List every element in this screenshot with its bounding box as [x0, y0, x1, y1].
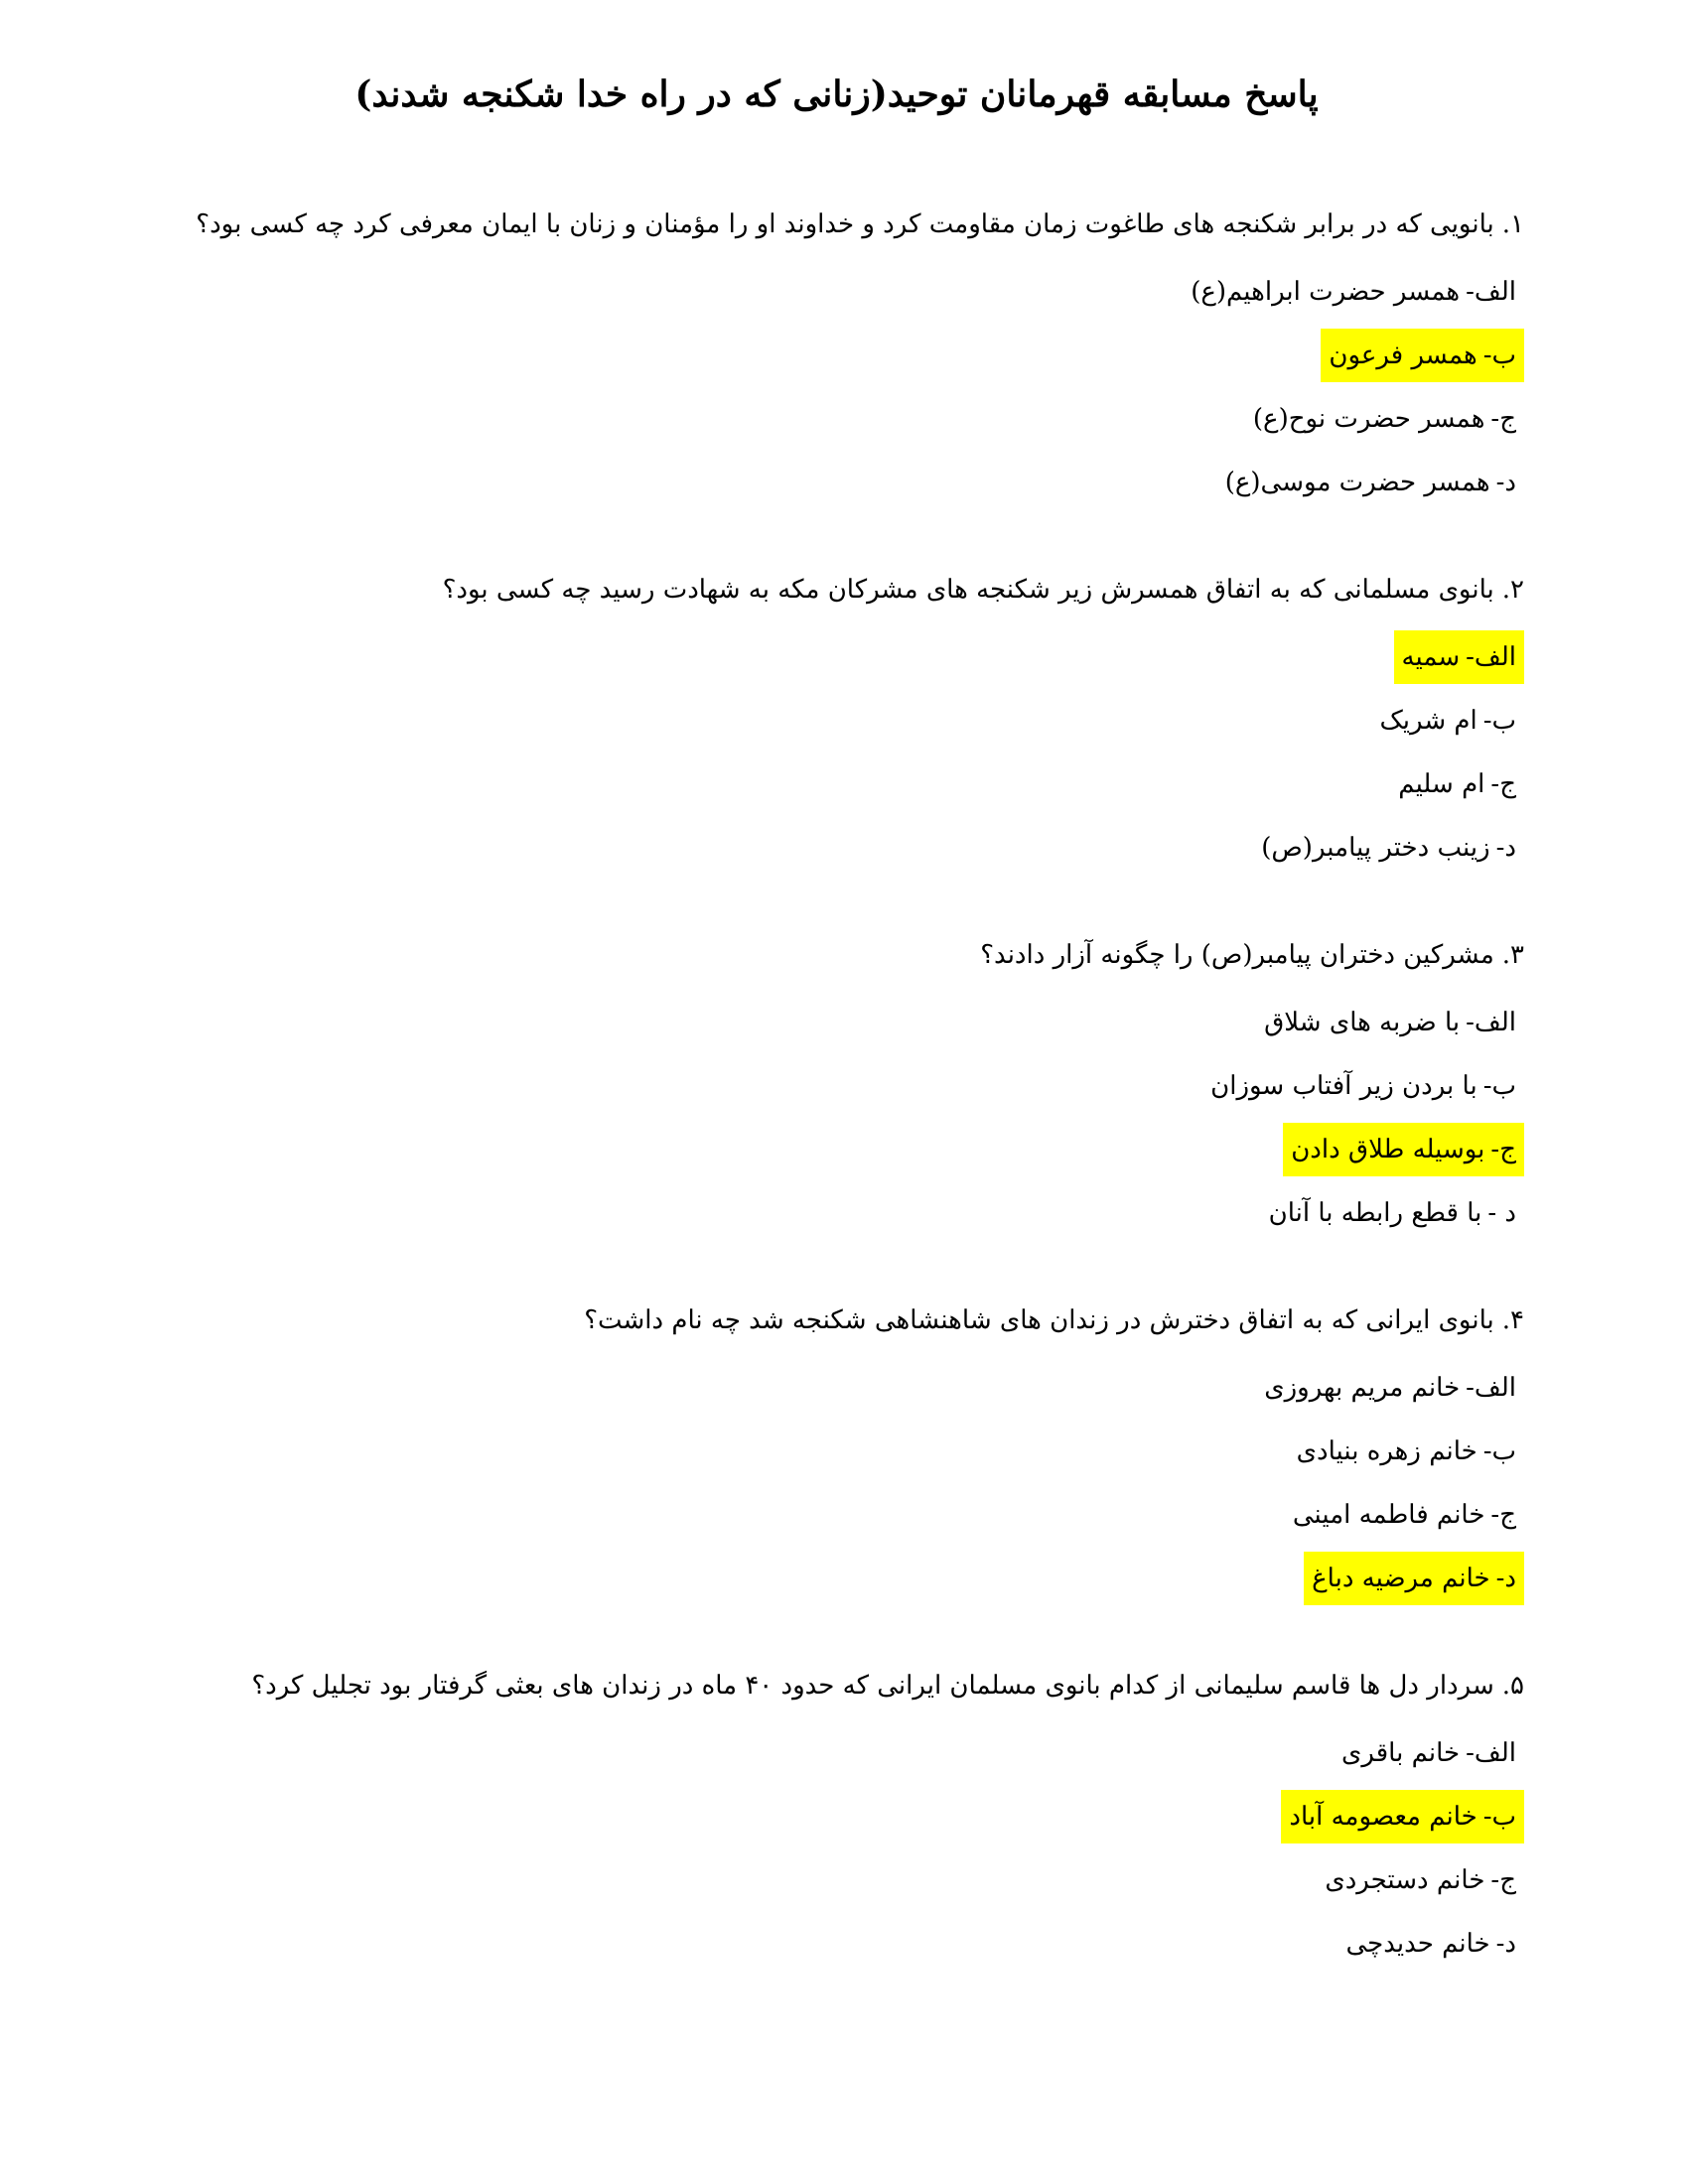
question-body: بانویی که در برابر شکنجه های طاغوت زمان مقاومت کرد و خداوند او را مؤمنان و زنان با ایمان معرفی کرد چه کسی بود؟ — [196, 209, 1494, 239]
option-text — [1202, 1059, 1524, 1113]
option-d — [149, 816, 1524, 880]
question-1 — [149, 197, 1524, 514]
option-label: ام شریک — [1379, 706, 1477, 736]
option-text — [1261, 1186, 1524, 1240]
option-letter: الف- — [1466, 277, 1516, 307]
option-letter: الف- — [1466, 642, 1516, 672]
question-body: بانوی مسلمانی که به اتفاق همسرش زیر شکنجه های مشرکان مکه به شهادت رسید چه کسی بود؟ — [442, 575, 1494, 605]
question-number: ۱. — [1501, 209, 1524, 239]
option-label: خانم معصومه آباد — [1289, 1802, 1477, 1832]
option-b — [149, 1420, 1524, 1483]
option-text — [1283, 1123, 1524, 1176]
option-letter: ج- — [1490, 1865, 1516, 1895]
option-label: همسر فرعون — [1329, 341, 1477, 370]
option-list — [149, 260, 1524, 514]
option-label: ام سلیم — [1398, 769, 1485, 799]
option-letter: الف- — [1466, 1008, 1516, 1037]
question-body: بانوی ایرانی که به اتفاق دخترش در زندان های شاهنشاهی شکنجه شد چه نام داشت؟ — [584, 1305, 1494, 1335]
option-letter: ج- — [1490, 1500, 1516, 1530]
option-text — [1256, 1361, 1524, 1415]
option-c — [149, 1848, 1524, 1912]
option-a — [149, 1721, 1524, 1785]
option-c — [149, 387, 1524, 451]
option-text — [1245, 392, 1524, 446]
option-a — [149, 260, 1524, 324]
option-b — [149, 324, 1524, 387]
option-b — [149, 689, 1524, 752]
option-text — [1304, 1552, 1524, 1605]
option-letter: ب- — [1482, 1071, 1516, 1101]
option-text — [1183, 265, 1524, 319]
option-label: زینب دختر پیامبر(ص) — [1261, 833, 1490, 863]
option-letter: ب- — [1482, 1436, 1516, 1466]
option-c — [149, 752, 1524, 816]
option-label: خانم دستجردی — [1325, 1865, 1485, 1895]
question-4 — [149, 1293, 1524, 1610]
option-label: خانم مریم بهروزی — [1264, 1373, 1461, 1403]
page-title: پاسخ مسابقه قهرمانان توحید(زنانی که در راه خدا شکنجه شدند) — [354, 73, 1319, 115]
option-letter: الف- — [1466, 1738, 1516, 1768]
question-text — [149, 197, 1524, 252]
option-a — [149, 625, 1524, 689]
option-b — [149, 1785, 1524, 1848]
option-label: همسر حضرت نوح(ع) — [1252, 404, 1485, 434]
question-text — [149, 1293, 1524, 1348]
question-body: سردار دل ها قاسم سلیمانی از کدام بانوی مسلمان ایرانی که حدود ۴۰ ماه در زندان های بعثی گرفتار بود تجلیل کرد؟ — [251, 1671, 1494, 1701]
option-letter: ج- — [1490, 769, 1516, 799]
option-text — [1289, 1425, 1524, 1478]
option-label: خانم باقری — [1341, 1738, 1461, 1768]
option-list — [149, 1721, 1524, 1976]
option-list — [149, 1356, 1524, 1610]
question-5 — [149, 1658, 1524, 1976]
question-body: مشرکین دختران پیامبر(ص) را چگونه آزار دادند؟ — [980, 940, 1494, 970]
option-label: بوسیله طلاق دادن — [1291, 1135, 1485, 1164]
option-letter: ب- — [1482, 706, 1516, 736]
option-c — [149, 1118, 1524, 1181]
question-number: ۴. — [1501, 1305, 1524, 1335]
question-3 — [149, 927, 1524, 1245]
option-letter: ج- — [1490, 404, 1516, 434]
option-b — [149, 1054, 1524, 1118]
question-number: ۵. — [1501, 1671, 1524, 1701]
option-letter: د- — [1495, 1564, 1516, 1593]
option-text — [1321, 329, 1524, 382]
question-text — [149, 562, 1524, 617]
option-text — [1285, 1488, 1524, 1542]
option-a — [149, 1356, 1524, 1420]
option-c — [149, 1483, 1524, 1547]
option-d — [149, 451, 1524, 514]
option-text — [1394, 630, 1524, 684]
option-letter: ج- — [1490, 1135, 1516, 1164]
option-text — [1217, 456, 1524, 509]
option-letter: د- — [1495, 1929, 1516, 1959]
option-letter: الف- — [1466, 1373, 1516, 1403]
option-text — [1253, 821, 1524, 875]
option-label: خانم فاطمه امینی — [1292, 1500, 1485, 1530]
question-list — [149, 197, 1524, 1976]
option-list — [149, 991, 1524, 1245]
question-2 — [149, 562, 1524, 880]
option-letter: ب- — [1482, 341, 1516, 370]
option-a — [149, 991, 1524, 1054]
option-label: همسر حضرت ابراهیم(ع) — [1191, 277, 1461, 307]
option-label: همسر حضرت موسی(ع) — [1224, 468, 1490, 497]
option-label: با ضربه های شلاق — [1264, 1008, 1461, 1037]
option-letter: د - — [1487, 1198, 1516, 1228]
option-d — [149, 1912, 1524, 1976]
question-number: ۲. — [1501, 575, 1524, 605]
option-letter: د- — [1495, 468, 1516, 497]
option-text — [1317, 1853, 1524, 1907]
question-number: ۳. — [1501, 940, 1524, 970]
option-text — [1281, 1790, 1524, 1843]
option-text — [1256, 996, 1524, 1049]
option-label: خانم مرضیه دباغ — [1312, 1564, 1490, 1593]
question-text — [149, 927, 1524, 983]
option-text — [1334, 1726, 1524, 1780]
option-label: سمیه — [1401, 642, 1461, 672]
question-text — [149, 1658, 1524, 1713]
option-text — [1390, 757, 1524, 811]
option-list — [149, 625, 1524, 880]
option-label: با بردن زیر آفتاب سوزان — [1210, 1071, 1477, 1101]
option-d — [149, 1181, 1524, 1245]
option-label: با قطع رابطه با آنان — [1268, 1198, 1482, 1228]
option-letter: د- — [1495, 833, 1516, 863]
option-letter: ب- — [1482, 1802, 1516, 1832]
option-label: خانم زهره بنیادی — [1296, 1436, 1477, 1466]
option-text — [1337, 1917, 1524, 1971]
option-d — [149, 1547, 1524, 1610]
option-label: خانم حدیدچی — [1345, 1929, 1490, 1959]
option-text — [1372, 694, 1525, 748]
